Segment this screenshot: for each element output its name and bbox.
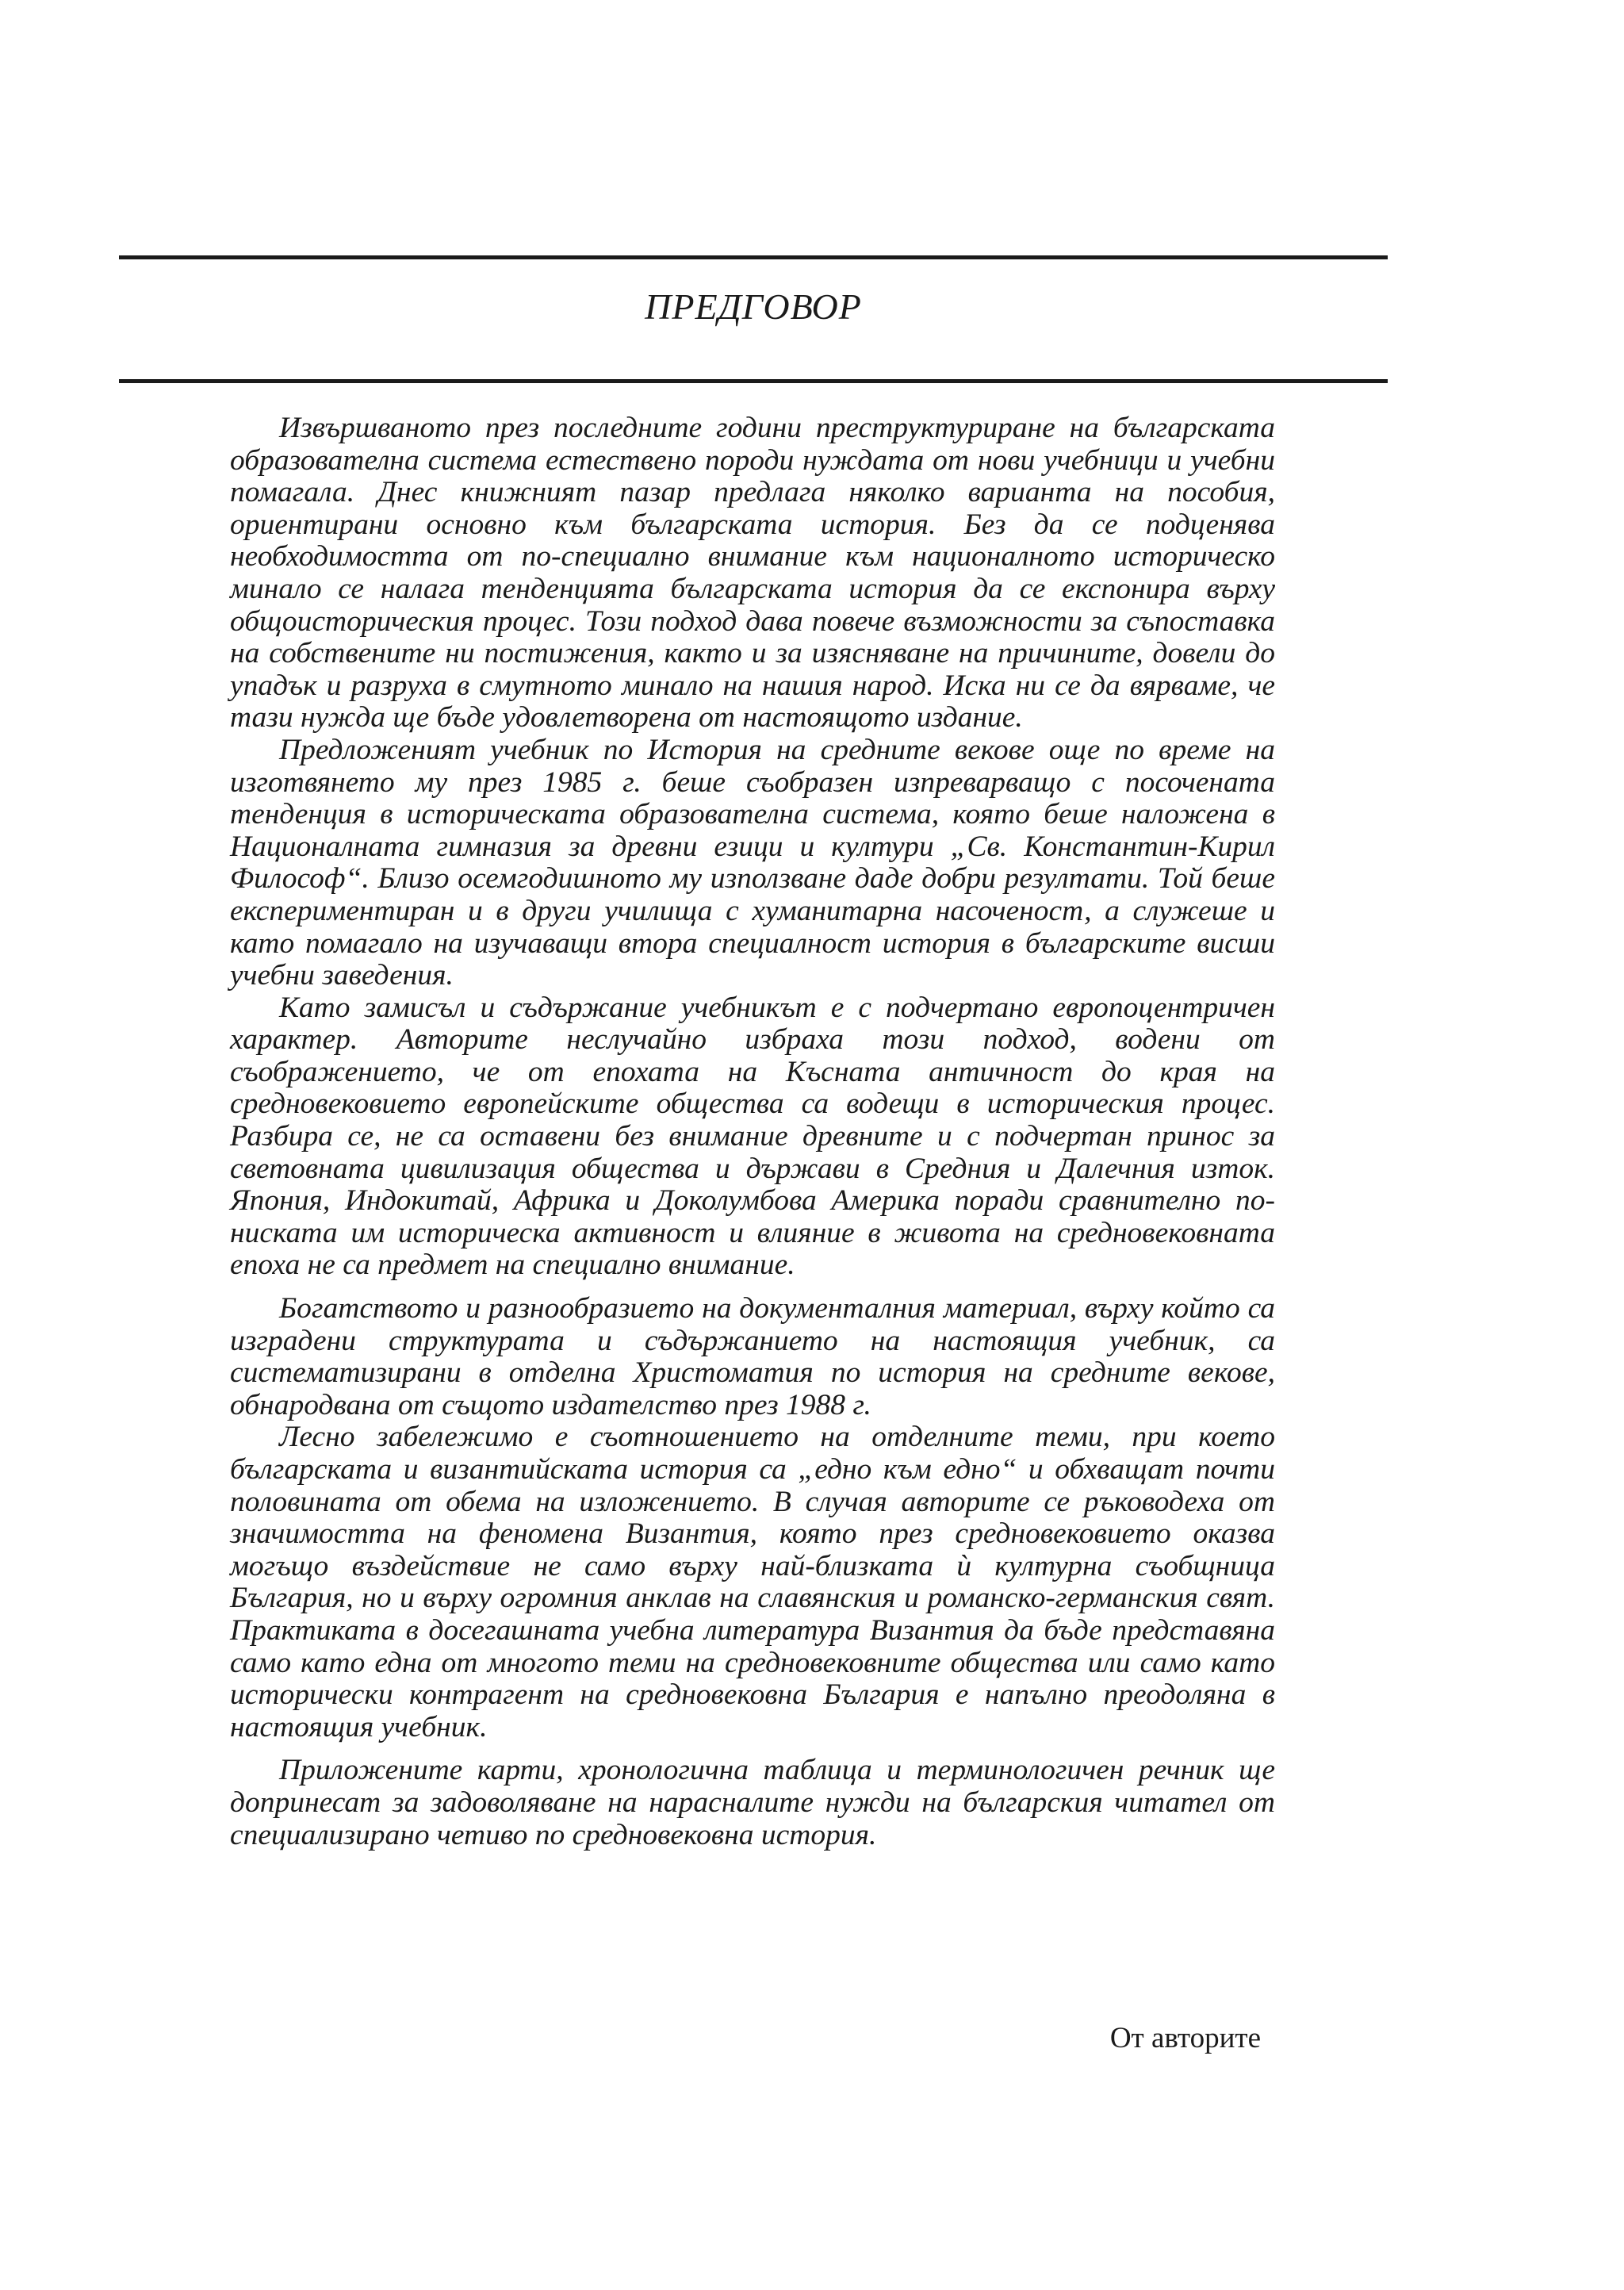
preface-body: [230, 412, 1275, 1851]
paragraph-5: Лесно забележимо е съотношението на отделните теми, при което българската и византийската история са „едно към едно“ и обхващат почти половината от обема на изложението. В случая авторите се ръководеха от значимостта на феномена Византия, която през средновековието оказва могъщо въздействие не само върху най-близката ѝ културна съобщница България, но и върху огромния анклав на славянския и романско-германския свят. Практиката в досегашната учебна литература Византия да бъде представяна само като една от многото теми на средновековните общества или само като исторически контрагент на средновековна България е напълно преодоляна в настоящия учебник.: [230, 1421, 1275, 1743]
page-title: ПРЕДГОВОР: [645, 286, 862, 327]
top-horizontal-rule: [119, 255, 1388, 259]
paragraph-3: Като замисъл и съдържание учебникът е с подчертано европоцентричен характер. Авторите неслучайно избраха този подход, водени от съображението, че от епохата на Късната античност до края на средновековието европейските общества са водещи в историческия процес. Разбира се, не са оставени без внимание древните и с подчертан принос за световната цивилизация общества и държави в Средния и Далечния изток. Япония, Индокитай, Африка и Доколумбова Америка поради сравнително по-ниската им историческа активност и влияние в живота на средновековната епоха не са предмет на специално внимание.: [230, 991, 1275, 1282]
signature: От авторите: [1109, 2022, 1261, 2054]
paragraph-1: Извършваното през последните години преструктуриране на българската образователна система естествено породи нуждата от нови учебници и учебни помагала. Днес книжният пазар предлага няколко варианта на пособия, ориентирани основно към българската история. Без да се подценява необходимостта от по-специално внимание към националното историческо минало се налага тенденцията българската история да се експонира върху общоисторическия процес. Този подход дава повече възможности за съпоставка на собствените ни постижения, както и за изясняване на причините, довели до упадък и разруха в смутното минало на нашия народ. Иска ни се да вярваме, че тази нужда ще бъде удовлетворена от настоящото издание.: [230, 412, 1275, 735]
paragraph-2: Предложеният учебник по История на средните векове още по време на изготвянето му през 1985 г. беше съобразен изпреварващо с посочената тенденция в историческата образователна система, която беше наложена в Националната гимназия за древни езици и култури „Св. Константин-Кирил Философ“. Близо осемгодишното му използване даде добри резултати. Той беше експериментиран и в други училища с хуманитарна насоченост, а служеше и като помагало на изучаващи втора специалност история в българските висши учебни заведения.: [230, 733, 1275, 992]
bottom-horizontal-rule: [119, 379, 1388, 383]
paragraph-6: Приложените карти, хронологична таблица и терминологичен речник ще допринесат за задоволяване на нарасналите нужди на българския читател от специализирано четиво по средновековна история.: [230, 1754, 1275, 1851]
paragraph-4: Богатството и разнообразието на документалния материал, върху който са изградени структурата и съдържанието на настоящия учебник, са систематизирани в отделна Христоматия по история на средните векове, обнародвана от същото издателство през 1988 г.: [230, 1292, 1275, 1421]
